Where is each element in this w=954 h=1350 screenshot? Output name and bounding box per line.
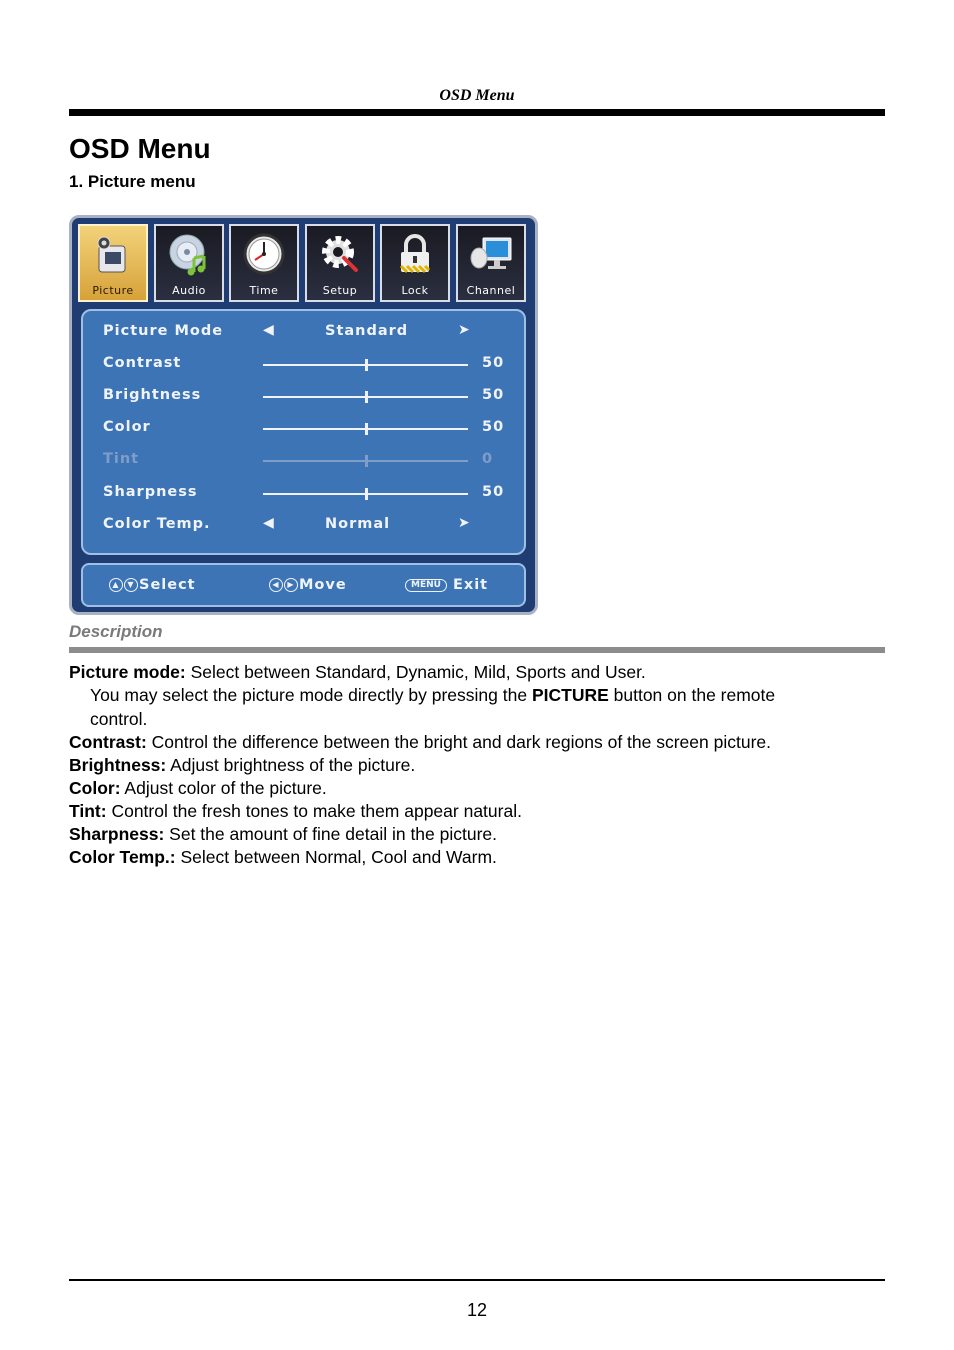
- menu-key-icon: MENU: [405, 579, 447, 592]
- desc-text: Control the difference between the bright and dark regions of the screen picture.: [146, 732, 772, 752]
- footer-rule: [69, 1279, 885, 1281]
- row-label: Tint: [103, 451, 140, 467]
- desc-text: Select between Normal, Cool and Warm.: [175, 847, 497, 867]
- row-picture-mode[interactable]: [103, 323, 503, 345]
- slider-thumb[interactable]: [365, 391, 368, 403]
- exit-hint: [405, 577, 488, 593]
- row-label: Sharpness: [103, 484, 198, 500]
- tab-channel[interactable]: [456, 224, 526, 302]
- picture-icon: [91, 232, 135, 276]
- tab-label: Picture: [92, 284, 134, 297]
- lock-icon: [393, 232, 437, 276]
- exit-label: Exit: [452, 577, 489, 593]
- description-rule: [69, 647, 885, 653]
- desc-text: You may select the picture mode directly by pressing the: [90, 685, 532, 705]
- tab-label: Audio: [172, 284, 206, 297]
- desc-tint: [69, 800, 869, 823]
- osd-screenshot: [69, 215, 538, 615]
- select-hint: [109, 577, 196, 593]
- picture-mode-value: Standard: [325, 323, 409, 339]
- desc-term: Tint:: [69, 801, 107, 821]
- desc-text: button on the remote: [608, 685, 776, 705]
- desc-text: Adjust brightness of the picture.: [166, 755, 416, 775]
- desc-sharpness: [69, 823, 869, 846]
- desc-picture-mode: [69, 661, 869, 684]
- row-brightness[interactable]: [103, 387, 503, 409]
- left-arrow-icon[interactable]: ◀: [263, 322, 275, 338]
- tab-label: Lock: [401, 284, 429, 297]
- tab-picture[interactable]: [78, 224, 148, 302]
- right-arrow-icon[interactable]: ➤: [458, 322, 471, 338]
- slider-thumb[interactable]: [365, 423, 368, 435]
- page-number: 12: [466, 1300, 488, 1320]
- row-tint: [103, 451, 503, 473]
- tab-audio[interactable]: [154, 224, 224, 302]
- desc-color-temp: [69, 846, 869, 869]
- row-color[interactable]: [103, 419, 503, 441]
- desc-term: Brightness:: [69, 755, 167, 775]
- clock-icon: [242, 232, 286, 276]
- desc-text: Set the amount of fine detail in the picture.: [164, 824, 498, 844]
- tab-label: Channel: [466, 284, 516, 297]
- osd-tab-bar: [78, 224, 529, 304]
- channel-icon: [469, 232, 513, 276]
- audio-icon: [167, 232, 211, 276]
- color-temp-value: Normal: [325, 516, 391, 532]
- desc-text: Select between Standard, Dynamic, Mild, Sports and User.: [185, 662, 646, 682]
- desc-term: Color:: [69, 778, 121, 798]
- up-arrow-icon: ▲: [109, 578, 123, 592]
- desc-contrast: [69, 731, 869, 754]
- select-label: Select: [139, 577, 196, 593]
- desc-picture-note: [90, 684, 890, 707]
- row-label: Picture Mode: [103, 323, 224, 339]
- desc-term: Color Temp.:: [69, 847, 176, 867]
- right-circle-arrow-icon: ▶: [284, 578, 298, 592]
- desc-key: PICTURE: [531, 685, 609, 705]
- contrast-value: 50: [482, 355, 505, 371]
- slider-thumb: [365, 455, 368, 467]
- desc-color: [69, 777, 869, 800]
- left-arrow-icon[interactable]: ◀: [263, 515, 275, 531]
- down-arrow-icon: ▼: [124, 578, 138, 592]
- desc-text: Adjust color of the picture.: [120, 778, 327, 798]
- slider-thumb[interactable]: [365, 488, 368, 500]
- osd-footer: [81, 563, 526, 607]
- brightness-value: 50: [482, 387, 505, 403]
- header-rule: [69, 109, 885, 116]
- section-title: 1. Picture menu: [69, 172, 196, 191]
- osd-settings-panel: [81, 309, 526, 555]
- desc-term: Contrast:: [69, 732, 147, 752]
- tab-label: Time: [249, 284, 279, 297]
- slider-thumb[interactable]: [365, 359, 368, 371]
- tab-setup[interactable]: [305, 224, 375, 302]
- page-title: OSD Menu: [69, 133, 211, 164]
- tab-label: Setup: [322, 284, 358, 297]
- row-label: Color Temp.: [103, 516, 211, 532]
- row-contrast[interactable]: [103, 355, 503, 377]
- tab-lock[interactable]: [380, 224, 450, 302]
- desc-term: Sharpness:: [69, 824, 165, 844]
- right-arrow-icon[interactable]: ➤: [458, 515, 471, 531]
- row-label: Contrast: [103, 355, 182, 371]
- row-label: Brightness: [103, 387, 202, 403]
- desc-text: Control the fresh tones to make them appear natural.: [106, 801, 522, 821]
- move-hint: [269, 577, 347, 593]
- row-color-temp[interactable]: [103, 516, 503, 538]
- color-value: 50: [482, 419, 505, 435]
- desc-picture-note-cont: control.: [90, 709, 148, 729]
- gear-icon: [318, 232, 362, 276]
- running-header: OSD Menu: [439, 87, 515, 104]
- left-circle-arrow-icon: ◀: [269, 578, 283, 592]
- row-sharpness[interactable]: [103, 484, 503, 506]
- row-label: Color: [103, 419, 151, 435]
- description-title: Description: [69, 622, 163, 641]
- sharpness-value: 50: [482, 484, 505, 500]
- tint-value: 0: [482, 451, 494, 467]
- desc-brightness: [69, 754, 869, 777]
- tab-time[interactable]: [229, 224, 299, 302]
- desc-term: Picture mode:: [69, 662, 186, 682]
- move-label: Move: [299, 577, 347, 593]
